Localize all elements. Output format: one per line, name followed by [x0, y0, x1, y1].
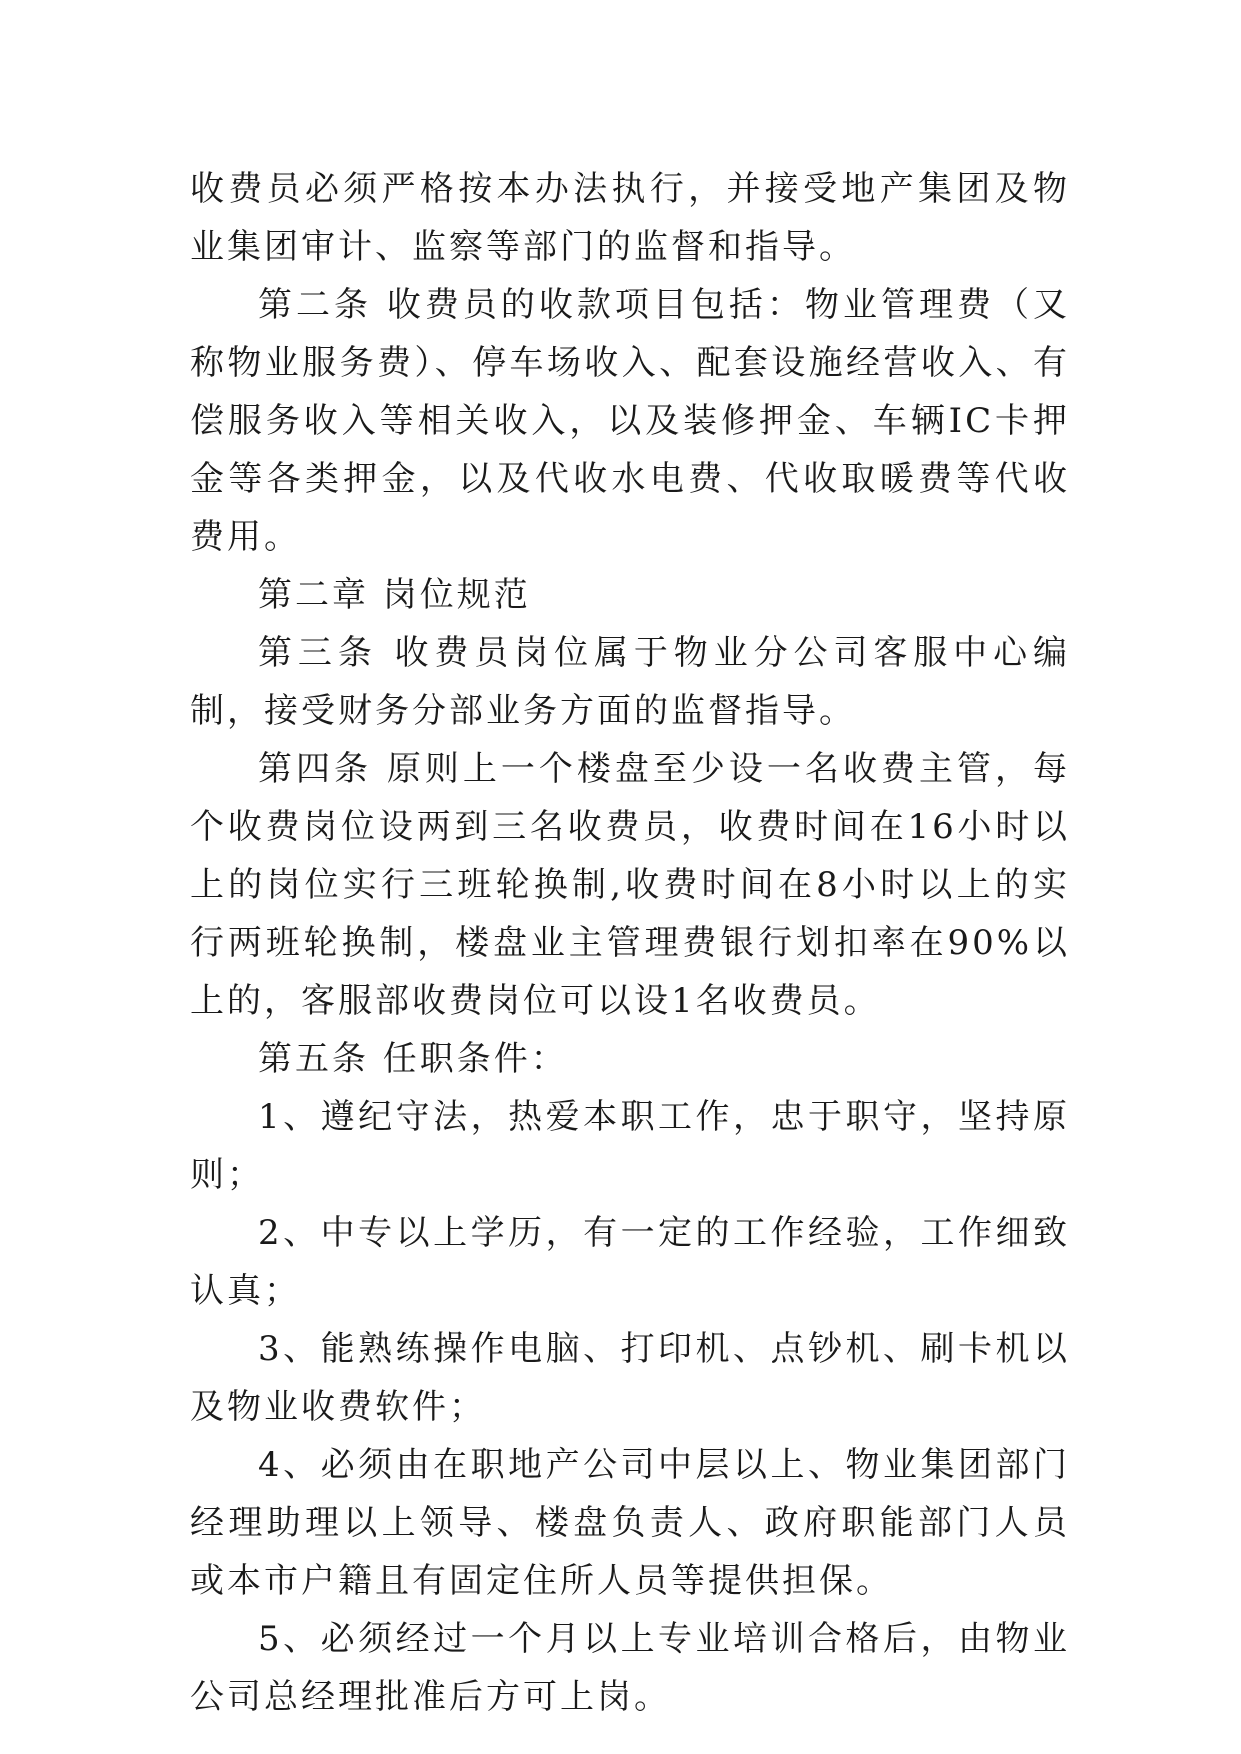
list-item-5: 5、必须经过一个月以上专业培训合格后，由物业公司总经理批准后方可上岗。 [190, 1619, 1070, 1717]
list-item-1: 1、遵纪守法，热爱本职工作，忠于职守，坚持原则； [190, 1097, 1070, 1195]
list-item-3: 3、能熟练操作电脑、打印机、点钞机、刷卡机以及物业收费软件； [190, 1329, 1070, 1427]
paragraph-article-5: 第五条 任职条件： [258, 1039, 568, 1079]
list-item-2: 2、中专以上学历，有一定的工作经验，工作细致认真； [190, 1213, 1070, 1311]
paragraph-article-2: 第二条 收费员的收款项目包括：物业管理费（又称物业服务费）、停车场收入、配套设施经营收入、有偿服务收入等相关收入，以及装修押金、车辆IC卡押金等各类押金，以及代收水电费、代收取暖费等代收费用。 [190, 285, 1070, 557]
paragraph-article-4: 第四条 原则上一个楼盘至少设一名收费主管，每个收费岗位设两到三名收费员，收费时间在16小时以上的岗位实行三班轮换制,收费时间在8小时以上的实行两班轮换制，楼盘业主管理费银行划扣率在90%以上的，客服部收费岗位可以设1名收费员。 [190, 749, 1070, 1021]
list-item-4: 4、必须由在职地产公司中层以上、物业集团部门经理助理以上领导、楼盘负责人、政府职能部门人员或本市户籍且有固定住所人员等提供担保。 [190, 1445, 1070, 1601]
document-body [190, 160, 1070, 1726]
paragraph-intro: 收费员必须严格按本办法执行，并接受地产集团及物业集团审计、监察等部门的监督和指导。 [190, 169, 1070, 267]
paragraph-article-3: 第三条 收费员岗位属于物业分公司客服中心编制，接受财务分部业务方面的监督指导。 [190, 633, 1070, 731]
chapter-heading: 第二章 岗位规范 [258, 575, 531, 615]
